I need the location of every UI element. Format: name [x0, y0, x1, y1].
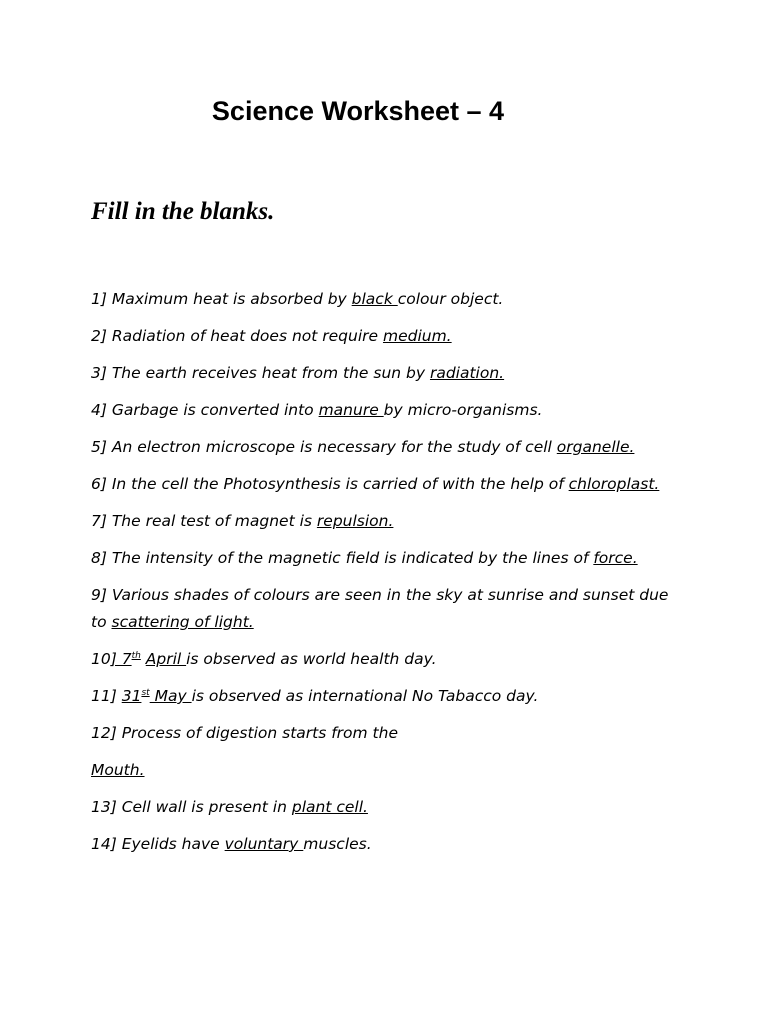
question-item [91, 831, 676, 858]
answer-text: radiation. [429, 364, 505, 382]
question-item [91, 545, 676, 572]
question-item [91, 646, 676, 673]
question-list [91, 286, 676, 858]
question-text: 11] [91, 687, 122, 705]
question-text: is observed as international No Tabacco day. [191, 687, 539, 705]
answer-text: chloroplast. [568, 475, 660, 493]
question-item [91, 720, 676, 747]
question-item [91, 434, 676, 461]
question-item [91, 582, 676, 636]
question-item [91, 360, 676, 387]
question-text: 9] Various shades of colours are seen in the sky at sunrise and sunset due to [91, 586, 669, 631]
page-title: Science Worksheet – 4 [211, 96, 505, 126]
question-text: 5] An electron microscope is necessary for the study of cell [91, 438, 557, 456]
answer-text: repulsion. [316, 512, 394, 530]
question-text: 2] Radiation of heat does not require [91, 327, 383, 345]
question-text: 10 [91, 650, 111, 668]
answer-text: April [145, 650, 187, 668]
answer-text: ] 7 [110, 650, 132, 668]
question-text: 7] The real test of magnet is [91, 512, 317, 530]
question-text: 4] Garbage is converted into [91, 401, 319, 419]
question-text: 3] The earth receives heat from the sun by [91, 364, 430, 382]
answer-text: plant cell. [291, 798, 368, 816]
answer-text: organelle. [556, 438, 635, 456]
question-text: 1] Maximum heat is absorbed by [91, 290, 352, 308]
answer-text: black [351, 290, 398, 308]
question-item [91, 471, 676, 498]
answer-text: voluntary [224, 835, 304, 853]
answer-text: st [141, 687, 150, 698]
answer-text: medium. [382, 327, 452, 345]
question-item [91, 794, 676, 821]
question-item [91, 508, 676, 535]
answer-text: force. [593, 549, 638, 567]
answer-text: 31 [121, 687, 142, 705]
question-item [91, 286, 676, 313]
question-item [91, 397, 676, 424]
question-text: muscles. [303, 835, 372, 853]
question-text: colour object. [397, 290, 504, 308]
question-text: 13] Cell wall is present in [91, 798, 292, 816]
question-item [91, 683, 676, 710]
answer-text: Mouth. [91, 761, 145, 779]
section-heading: Fill in the blanks. [91, 198, 275, 225]
question-text: 12] Process of digestion starts from the [91, 724, 398, 742]
question-text: 8] The intensity of the magnetic field is indicated by the lines of [91, 549, 594, 567]
answer-text: scattering of light. [111, 613, 254, 631]
question-text: is observed as world health day. [186, 650, 437, 668]
answer-text: th [131, 650, 141, 661]
question-text: 14] Eyelids have [91, 835, 225, 853]
question-item [91, 757, 676, 784]
answer-text: May [149, 687, 192, 705]
question-text: by micro-organisms. [383, 401, 543, 419]
question-text: 6] In the cell the Photosynthesis is carried of with the help of [91, 475, 569, 493]
answer-text: manure [318, 401, 384, 419]
question-item [91, 323, 676, 350]
